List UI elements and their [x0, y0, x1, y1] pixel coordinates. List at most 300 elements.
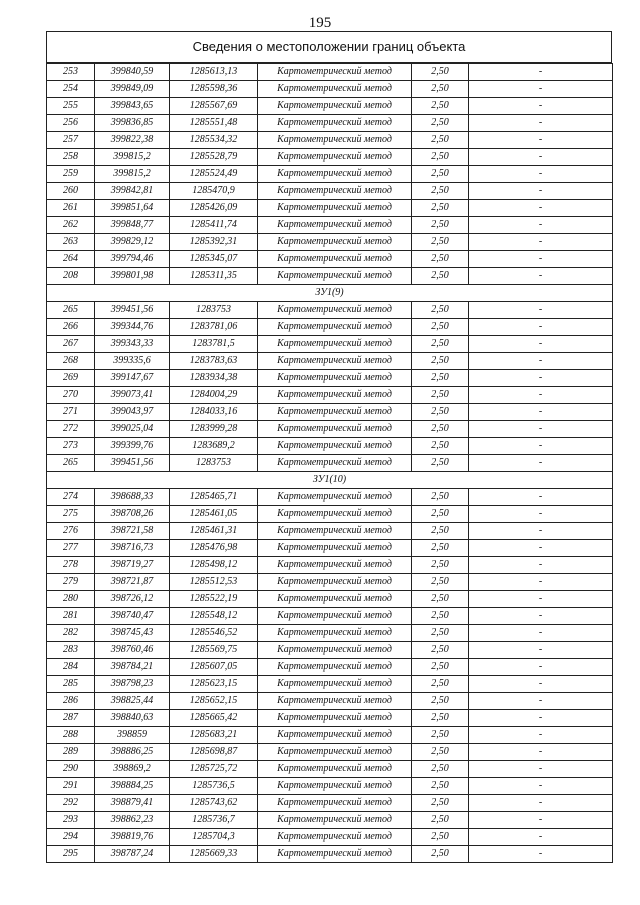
x-coordinate-cell: 399822,38 — [95, 132, 170, 149]
point-number-cell: 208 — [47, 268, 95, 285]
y-coordinate-cell: 1285411,74 — [170, 217, 258, 234]
method-cell: Картометрический метод — [258, 387, 412, 404]
note-cell: - — [469, 693, 613, 710]
note-cell: - — [469, 166, 613, 183]
accuracy-cell: 2,50 — [412, 132, 469, 149]
table-row — [47, 81, 613, 98]
table-row — [47, 353, 613, 370]
y-coordinate-cell: 1285548,12 — [170, 608, 258, 625]
x-coordinate-cell: 399451,56 — [95, 302, 170, 319]
note-cell: - — [469, 761, 613, 778]
x-coordinate-cell: 398879,41 — [95, 795, 170, 812]
accuracy-cell: 2,50 — [412, 744, 469, 761]
note-cell: - — [469, 149, 613, 166]
table-row — [47, 455, 613, 472]
x-coordinate-cell: 399801,98 — [95, 268, 170, 285]
x-coordinate-cell: 399043,97 — [95, 404, 170, 421]
table-row — [47, 676, 613, 693]
accuracy-cell: 2,50 — [412, 455, 469, 472]
note-cell: - — [469, 846, 613, 863]
method-cell: Картометрический метод — [258, 608, 412, 625]
accuracy-cell: 2,50 — [412, 438, 469, 455]
x-coordinate-cell: 398745,43 — [95, 625, 170, 642]
method-cell: Картометрический метод — [258, 540, 412, 557]
x-coordinate-cell: 398784,21 — [95, 659, 170, 676]
point-number-cell: 253 — [47, 64, 95, 81]
note-cell: - — [469, 659, 613, 676]
x-coordinate-cell: 398708,26 — [95, 506, 170, 523]
table-row — [47, 642, 613, 659]
method-cell: Картометрический метод — [258, 846, 412, 863]
accuracy-cell: 2,50 — [412, 64, 469, 81]
table-row — [47, 336, 613, 353]
method-cell: Картометрический метод — [258, 523, 412, 540]
table-row — [47, 829, 613, 846]
table-row — [47, 438, 613, 455]
y-coordinate-cell: 1284004,29 — [170, 387, 258, 404]
table-row — [47, 659, 613, 676]
y-coordinate-cell: 1285736,7 — [170, 812, 258, 829]
y-coordinate-cell: 1285569,75 — [170, 642, 258, 659]
point-number-cell: 292 — [47, 795, 95, 812]
x-coordinate-cell: 398787,24 — [95, 846, 170, 863]
point-number-cell: 258 — [47, 149, 95, 166]
point-number-cell: 273 — [47, 438, 95, 455]
method-cell: Картометрический метод — [258, 115, 412, 132]
point-number-cell: 264 — [47, 251, 95, 268]
x-coordinate-cell: 398884,25 — [95, 778, 170, 795]
point-number-cell: 283 — [47, 642, 95, 659]
point-number-cell: 260 — [47, 183, 95, 200]
x-coordinate-cell: 398825,44 — [95, 693, 170, 710]
method-cell: Картометрический метод — [258, 200, 412, 217]
coordinates-table — [46, 63, 613, 863]
note-cell: - — [469, 829, 613, 846]
method-cell: Картометрический метод — [258, 795, 412, 812]
point-number-cell: 268 — [47, 353, 95, 370]
table-row — [47, 795, 613, 812]
note-cell: - — [469, 319, 613, 336]
method-cell: Картометрический метод — [258, 353, 412, 370]
method-cell: Картометрический метод — [258, 421, 412, 438]
note-cell: - — [469, 302, 613, 319]
table-row — [47, 523, 613, 540]
accuracy-cell: 2,50 — [412, 829, 469, 846]
note-cell: - — [469, 64, 613, 81]
method-cell: Картометрический метод — [258, 761, 412, 778]
table-row — [47, 812, 613, 829]
note-cell: - — [469, 795, 613, 812]
table-header-title: Сведения о местоположении границ объекта — [46, 31, 612, 63]
y-coordinate-cell: 1283934,38 — [170, 370, 258, 387]
section-label: ЗУ1(10) — [47, 472, 613, 489]
x-coordinate-cell: 399848,77 — [95, 217, 170, 234]
point-number-cell: 263 — [47, 234, 95, 251]
y-coordinate-cell: 1285470,9 — [170, 183, 258, 200]
x-coordinate-cell: 398869,2 — [95, 761, 170, 778]
y-coordinate-cell: 1285534,32 — [170, 132, 258, 149]
table-row — [47, 557, 613, 574]
note-cell: - — [469, 81, 613, 98]
y-coordinate-cell: 1285669,33 — [170, 846, 258, 863]
note-cell: - — [469, 744, 613, 761]
y-coordinate-cell: 1285598,36 — [170, 81, 258, 98]
note-cell: - — [469, 370, 613, 387]
method-cell: Картометрический метод — [258, 642, 412, 659]
point-number-cell: 293 — [47, 812, 95, 829]
method-cell: Картометрический метод — [258, 251, 412, 268]
note-cell: - — [469, 523, 613, 540]
accuracy-cell: 2,50 — [412, 676, 469, 693]
note-cell: - — [469, 455, 613, 472]
point-number-cell: 295 — [47, 846, 95, 863]
y-coordinate-cell: 1285512,53 — [170, 574, 258, 591]
method-cell: Картометрический метод — [258, 659, 412, 676]
coordinates-table-body — [47, 64, 613, 863]
note-cell: - — [469, 642, 613, 659]
method-cell: Картометрический метод — [258, 744, 412, 761]
method-cell: Картометрический метод — [258, 557, 412, 574]
point-number-cell: 271 — [47, 404, 95, 421]
table-row — [47, 727, 613, 744]
y-coordinate-cell: 1283781,5 — [170, 336, 258, 353]
accuracy-cell: 2,50 — [412, 489, 469, 506]
method-cell: Картометрический метод — [258, 829, 412, 846]
note-cell: - — [469, 812, 613, 829]
x-coordinate-cell: 399836,85 — [95, 115, 170, 132]
note-cell: - — [469, 540, 613, 557]
table-row — [47, 268, 613, 285]
y-coordinate-cell: 1284033,16 — [170, 404, 258, 421]
point-number-cell: 265 — [47, 455, 95, 472]
x-coordinate-cell: 399794,46 — [95, 251, 170, 268]
accuracy-cell: 2,50 — [412, 387, 469, 404]
accuracy-cell: 2,50 — [412, 336, 469, 353]
point-number-cell: 282 — [47, 625, 95, 642]
table-row — [47, 302, 613, 319]
point-number-cell: 277 — [47, 540, 95, 557]
method-cell: Картометрический метод — [258, 183, 412, 200]
accuracy-cell: 2,50 — [412, 268, 469, 285]
table-row — [47, 710, 613, 727]
table-row — [47, 778, 613, 795]
method-cell: Картометрический метод — [258, 234, 412, 251]
table-row — [47, 693, 613, 710]
point-number-cell: 270 — [47, 387, 95, 404]
method-cell: Картометрический метод — [258, 489, 412, 506]
accuracy-cell: 2,50 — [412, 846, 469, 863]
y-coordinate-cell: 1285546,52 — [170, 625, 258, 642]
note-cell: - — [469, 557, 613, 574]
method-cell: Картометрический метод — [258, 506, 412, 523]
point-number-cell: 255 — [47, 98, 95, 115]
method-cell: Картометрический метод — [258, 166, 412, 183]
method-cell: Картометрический метод — [258, 64, 412, 81]
y-coordinate-cell: 1285736,5 — [170, 778, 258, 795]
accuracy-cell: 2,50 — [412, 659, 469, 676]
method-cell: Картометрический метод — [258, 812, 412, 829]
point-number-cell: 288 — [47, 727, 95, 744]
table-row — [47, 761, 613, 778]
table-row — [47, 540, 613, 557]
method-cell: Картометрический метод — [258, 81, 412, 98]
x-coordinate-cell: 398721,87 — [95, 574, 170, 591]
method-cell: Картометрический метод — [258, 727, 412, 744]
accuracy-cell: 2,50 — [412, 115, 469, 132]
accuracy-cell: 2,50 — [412, 319, 469, 336]
accuracy-cell: 2,50 — [412, 302, 469, 319]
method-cell: Картометрический метод — [258, 132, 412, 149]
accuracy-cell: 2,50 — [412, 98, 469, 115]
point-number-cell: 284 — [47, 659, 95, 676]
point-number-cell: 265 — [47, 302, 95, 319]
x-coordinate-cell: 398862,23 — [95, 812, 170, 829]
method-cell: Картометрический метод — [258, 625, 412, 642]
method-cell: Картометрический метод — [258, 268, 412, 285]
table-row — [47, 115, 613, 132]
note-cell: - — [469, 591, 613, 608]
y-coordinate-cell: 1285683,21 — [170, 727, 258, 744]
accuracy-cell: 2,50 — [412, 540, 469, 557]
point-number-cell: 289 — [47, 744, 95, 761]
accuracy-cell: 2,50 — [412, 693, 469, 710]
y-coordinate-cell: 1285551,48 — [170, 115, 258, 132]
method-cell: Картометрический метод — [258, 98, 412, 115]
y-coordinate-cell: 1285524,49 — [170, 166, 258, 183]
y-coordinate-cell: 1285476,98 — [170, 540, 258, 557]
point-number-cell: 279 — [47, 574, 95, 591]
table-row — [47, 591, 613, 608]
accuracy-cell: 2,50 — [412, 149, 469, 166]
y-coordinate-cell: 1285698,87 — [170, 744, 258, 761]
note-cell: - — [469, 200, 613, 217]
point-number-cell: 256 — [47, 115, 95, 132]
note-cell: - — [469, 234, 613, 251]
accuracy-cell: 2,50 — [412, 761, 469, 778]
y-coordinate-cell: 1285623,15 — [170, 676, 258, 693]
y-coordinate-cell: 1283781,06 — [170, 319, 258, 336]
x-coordinate-cell: 399815,2 — [95, 149, 170, 166]
accuracy-cell: 2,50 — [412, 778, 469, 795]
method-cell: Картометрический метод — [258, 676, 412, 693]
x-coordinate-cell: 398716,73 — [95, 540, 170, 557]
table-row — [47, 506, 613, 523]
accuracy-cell: 2,50 — [412, 574, 469, 591]
accuracy-cell: 2,50 — [412, 251, 469, 268]
point-number-cell: 269 — [47, 370, 95, 387]
note-cell: - — [469, 336, 613, 353]
point-number-cell: 285 — [47, 676, 95, 693]
point-number-cell: 287 — [47, 710, 95, 727]
method-cell: Картометрический метод — [258, 455, 412, 472]
accuracy-cell: 2,50 — [412, 183, 469, 200]
x-coordinate-cell: 399829,12 — [95, 234, 170, 251]
method-cell: Картометрический метод — [258, 319, 412, 336]
y-coordinate-cell: 1285704,3 — [170, 829, 258, 846]
point-number-cell: 262 — [47, 217, 95, 234]
table-row — [47, 166, 613, 183]
note-cell: - — [469, 574, 613, 591]
y-coordinate-cell: 1285652,15 — [170, 693, 258, 710]
x-coordinate-cell: 398721,58 — [95, 523, 170, 540]
y-coordinate-cell: 1285461,31 — [170, 523, 258, 540]
y-coordinate-cell: 1283753 — [170, 455, 258, 472]
table-row — [47, 387, 613, 404]
note-cell: - — [469, 421, 613, 438]
point-number-cell: 275 — [47, 506, 95, 523]
point-number-cell: 259 — [47, 166, 95, 183]
table-row — [47, 149, 613, 166]
table-row — [47, 489, 613, 506]
method-cell: Картометрический метод — [258, 710, 412, 727]
accuracy-cell: 2,50 — [412, 812, 469, 829]
note-cell: - — [469, 676, 613, 693]
point-number-cell: 276 — [47, 523, 95, 540]
section-row — [47, 472, 613, 489]
y-coordinate-cell: 1285613,13 — [170, 64, 258, 81]
accuracy-cell: 2,50 — [412, 234, 469, 251]
accuracy-cell: 2,50 — [412, 727, 469, 744]
accuracy-cell: 2,50 — [412, 625, 469, 642]
point-number-cell: 267 — [47, 336, 95, 353]
accuracy-cell: 2,50 — [412, 217, 469, 234]
y-coordinate-cell: 1285392,31 — [170, 234, 258, 251]
y-coordinate-cell: 1285725,72 — [170, 761, 258, 778]
point-number-cell: 280 — [47, 591, 95, 608]
note-cell: - — [469, 387, 613, 404]
x-coordinate-cell: 399399,76 — [95, 438, 170, 455]
point-number-cell: 291 — [47, 778, 95, 795]
table-row — [47, 183, 613, 200]
x-coordinate-cell: 398859 — [95, 727, 170, 744]
y-coordinate-cell: 1285522,19 — [170, 591, 258, 608]
table-row — [47, 421, 613, 438]
accuracy-cell: 2,50 — [412, 523, 469, 540]
y-coordinate-cell: 1285426,09 — [170, 200, 258, 217]
y-coordinate-cell: 1285345,07 — [170, 251, 258, 268]
section-row — [47, 285, 613, 302]
note-cell: - — [469, 727, 613, 744]
x-coordinate-cell: 398760,46 — [95, 642, 170, 659]
method-cell: Картометрический метод — [258, 693, 412, 710]
y-coordinate-cell: 1285311,35 — [170, 268, 258, 285]
table-row — [47, 574, 613, 591]
point-number-cell: 281 — [47, 608, 95, 625]
note-cell: - — [469, 98, 613, 115]
accuracy-cell: 2,50 — [412, 404, 469, 421]
note-cell: - — [469, 489, 613, 506]
y-coordinate-cell: 1283689,2 — [170, 438, 258, 455]
x-coordinate-cell: 399344,76 — [95, 319, 170, 336]
point-number-cell: 254 — [47, 81, 95, 98]
x-coordinate-cell: 399335,6 — [95, 353, 170, 370]
x-coordinate-cell: 399851,64 — [95, 200, 170, 217]
x-coordinate-cell: 398886,25 — [95, 744, 170, 761]
point-number-cell: 272 — [47, 421, 95, 438]
table-row — [47, 217, 613, 234]
note-cell: - — [469, 251, 613, 268]
x-coordinate-cell: 398688,33 — [95, 489, 170, 506]
point-number-cell: 257 — [47, 132, 95, 149]
y-coordinate-cell: 1285567,69 — [170, 98, 258, 115]
point-number-cell: 261 — [47, 200, 95, 217]
accuracy-cell: 2,50 — [412, 557, 469, 574]
section-label: ЗУ1(9) — [47, 285, 613, 302]
accuracy-cell: 2,50 — [412, 421, 469, 438]
y-coordinate-cell: 1283753 — [170, 302, 258, 319]
accuracy-cell: 2,50 — [412, 710, 469, 727]
y-coordinate-cell: 1283783,63 — [170, 353, 258, 370]
table-row — [47, 846, 613, 863]
method-cell: Картометрический метод — [258, 217, 412, 234]
note-cell: - — [469, 438, 613, 455]
table-row — [47, 608, 613, 625]
x-coordinate-cell: 399840,59 — [95, 64, 170, 81]
accuracy-cell: 2,50 — [412, 370, 469, 387]
x-coordinate-cell: 398726,12 — [95, 591, 170, 608]
x-coordinate-cell: 399073,41 — [95, 387, 170, 404]
x-coordinate-cell: 399815,2 — [95, 166, 170, 183]
x-coordinate-cell: 399025,04 — [95, 421, 170, 438]
x-coordinate-cell: 398798,23 — [95, 676, 170, 693]
note-cell: - — [469, 353, 613, 370]
accuracy-cell: 2,50 — [412, 353, 469, 370]
point-number-cell: 290 — [47, 761, 95, 778]
method-cell: Картометрический метод — [258, 574, 412, 591]
accuracy-cell: 2,50 — [412, 81, 469, 98]
table-row — [47, 625, 613, 642]
point-number-cell: 294 — [47, 829, 95, 846]
x-coordinate-cell: 398840,63 — [95, 710, 170, 727]
x-coordinate-cell: 399842,81 — [95, 183, 170, 200]
point-number-cell: 266 — [47, 319, 95, 336]
note-cell: - — [469, 710, 613, 727]
x-coordinate-cell: 398719,27 — [95, 557, 170, 574]
x-coordinate-cell: 398740,47 — [95, 608, 170, 625]
note-cell: - — [469, 115, 613, 132]
accuracy-cell: 2,50 — [412, 642, 469, 659]
y-coordinate-cell: 1285465,71 — [170, 489, 258, 506]
method-cell: Картометрический метод — [258, 438, 412, 455]
note-cell: - — [469, 625, 613, 642]
note-cell: - — [469, 268, 613, 285]
x-coordinate-cell: 399451,56 — [95, 455, 170, 472]
table-row — [47, 404, 613, 421]
note-cell: - — [469, 404, 613, 421]
method-cell: Картометрический метод — [258, 302, 412, 319]
accuracy-cell: 2,50 — [412, 591, 469, 608]
x-coordinate-cell: 399849,09 — [95, 81, 170, 98]
x-coordinate-cell: 398819,76 — [95, 829, 170, 846]
accuracy-cell: 2,50 — [412, 506, 469, 523]
note-cell: - — [469, 217, 613, 234]
table-row — [47, 200, 613, 217]
coordinates-sheet — [46, 31, 612, 863]
note-cell: - — [469, 506, 613, 523]
x-coordinate-cell: 399147,67 — [95, 370, 170, 387]
table-row — [47, 98, 613, 115]
accuracy-cell: 2,50 — [412, 795, 469, 812]
table-row — [47, 64, 613, 81]
method-cell: Картометрический метод — [258, 404, 412, 421]
table-row — [47, 234, 613, 251]
table-row — [47, 744, 613, 761]
method-cell: Картометрический метод — [258, 336, 412, 353]
method-cell: Картометрический метод — [258, 591, 412, 608]
method-cell: Картометрический метод — [258, 370, 412, 387]
method-cell: Картометрический метод — [258, 149, 412, 166]
x-coordinate-cell: 399843,65 — [95, 98, 170, 115]
